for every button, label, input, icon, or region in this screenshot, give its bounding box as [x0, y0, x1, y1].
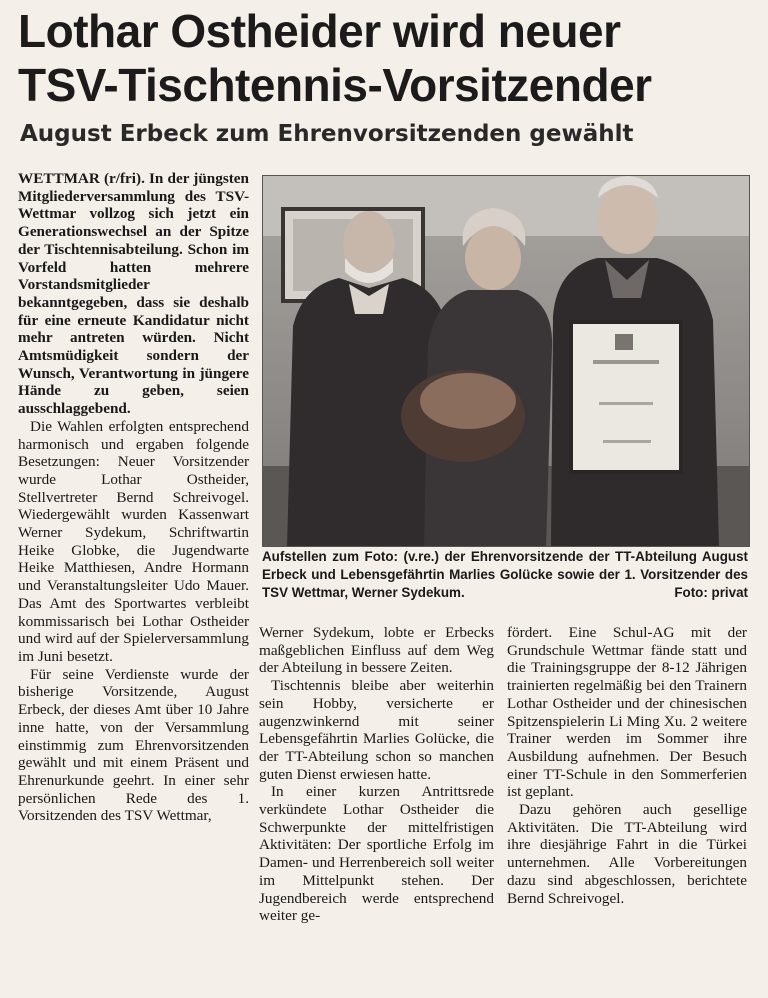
paragraph-inaugural: In einer kurzen Antrittsrede verkündete Lothar Ostheider die Schwerpunkte der mittelfristigen Aktivitäten: Der sportliche Erfolg im Damen- und Herrenbereich soll weiter im Mittelpunkt stehen. Der Jugendbereich werde entsprechend weiter ge-: [259, 783, 494, 925]
headline: [18, 4, 758, 112]
photo-credit: Foto: privat: [674, 585, 748, 600]
subheadline: August Erbeck zum Ehrenvorsitzenden gewählt: [20, 121, 634, 147]
photo-illustration: [263, 176, 749, 546]
group-photo: [262, 175, 750, 547]
paragraph-youth: fördert. Eine Schul-AG mit der Grundschule Wettmar fände statt und die Trainingsgruppe der 8-12 Jährigen trainierten regelmäßig bei den Trainern Lothar Ostheider und der chinesischen Spitzenspielerin Li Ming Xu. 2 weitere Trainer werden im Sommer ihre Ausbildung aufnehmen. Der Besuch einer TT-Schule in den Sommerferien ist geplant.: [507, 624, 747, 801]
article-column-1: [18, 170, 249, 825]
article-column-3: [507, 624, 747, 907]
headline-line-1: Lothar Ostheider wird neuer: [18, 5, 621, 57]
headline-line-2: TSV-Tischtennis-Vorsitzender: [18, 59, 652, 111]
lead-paragraph: WETTMAR (r/fri). In der jüngsten Mitgliederversammlung des TSV-Wettmar vollzog sich jetzt ein Generationswechsel an der Spitze der Tischtennisabteilung. Schon im Vorfeld hatten mehrere Vorstandsmitglieder bekanntgegeben, dass sie deshalb für eine erneute Kandidatur nicht mehr antreten würden. Nicht Amtsmüdigkeit sondern der Wunsch, Verantwortung in jüngere Hände zu geben, seien ausschlaggebend.: [18, 170, 249, 418]
paragraph-honor: Für seine Verdienste wurde der bisherige Vorsitzende, August Erbeck, der dieses Amt über 10 Jahre inne hatte, von der Versammlung einstimmig zum Ehrenvorsitzenden gewählt und mit einem Präsent und Ehrenurkunde geehrt. In einer sehr persönlichen Rede des 1. Vorsitzenden des TSV Wettmar,: [18, 665, 249, 825]
paragraph-social: Dazu gehören auch gesellige Aktivitäten. Die TT-Abteilung wird ihre diesjährige Fahrt in die Türkei unternehmen. Alle Vorbereitungen dazu sind abgeschlossen, berichtete Bernd Schreivogel.: [507, 801, 747, 907]
article-column-2: [259, 624, 494, 925]
paragraph-hobby: Tischtennis bleibe aber weiterhin sein Hobby, versicherte er augenzwinkernd mit seiner Lebensgefährtin Marlies Golücke, die der TT-Abteilung schon so manchen guten Dienst erwiesen hatte.: [259, 677, 494, 783]
paragraph-elections: Die Wahlen erfolgten entsprechend harmonisch und ergaben folgende Besetzungen: Neuer Vorsitzender wurde Lothar Ostheider, Stellvertreter Bernd Schreivogel. Wiedergewählt wurden Kassenwart Werner Sydekum, Schriftwartin Heike Globke, die Jugendwarte Heike Matthiesen, Andre Hormann und Veranstaltungsleiter Udo Mauer. Das Amt des Sportwartes verbleibt kommissarisch bei Lothar Ostheider und wird auf der Spielerversammlung im Juni besetzt.: [18, 417, 249, 665]
photo-caption: [262, 548, 748, 602]
caption-text: Aufstellen zum Foto: (v.re.) der Ehrenvorsitzende der TT-Abteilung August Erbeck und Lebensgefährtin Marlies Golücke sowie der 1. Vorsitzender des TSV Wettmar, Werner Sydekum.: [262, 549, 748, 600]
paragraph-speech: Werner Sydekum, lobte er Erbecks maßgeblichen Einfluss auf dem Weg der Abteilung in bessere Zeiten.: [259, 624, 494, 677]
